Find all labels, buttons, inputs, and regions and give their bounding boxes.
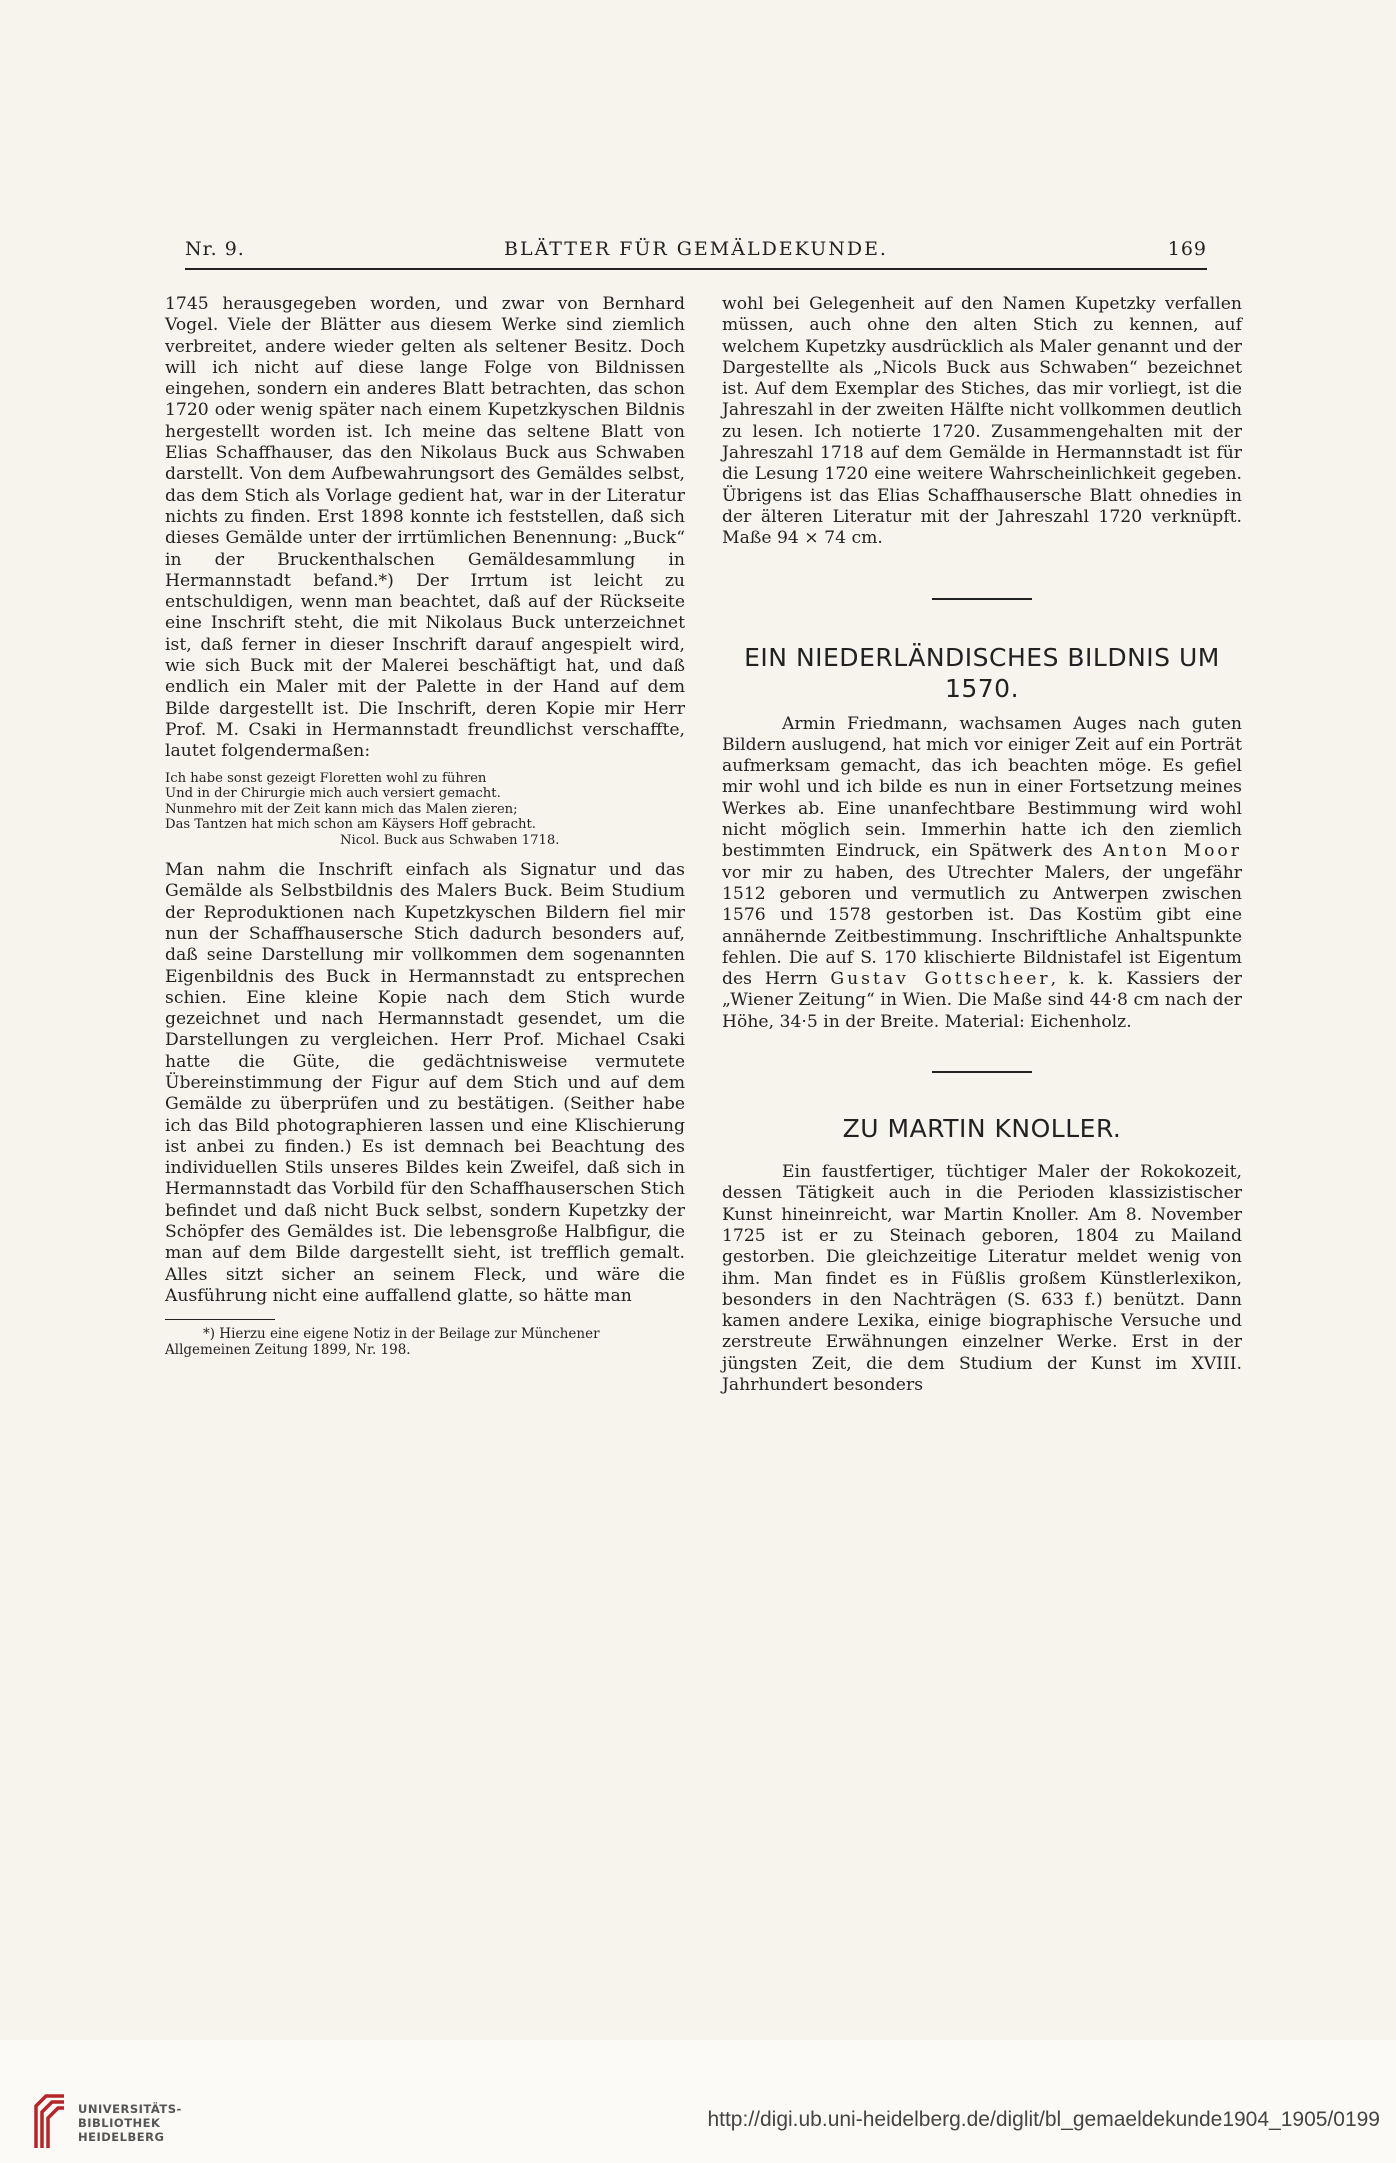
quote-line: Nunmehro mit der Zeit kann mich das Malen zieren; (165, 801, 518, 817)
heading-niederlaendisches-bildnis: EIN NIEDERLÄNDISCHES BILDNIS UM 1570. (744, 642, 1220, 703)
paragraph-text: , k. k. Kassiers der „Wiener Zeitung“ in Wien. Die Maße sind 44·8 cm nach der Höhe, 34·5 in der Breite. Material: Eichenholz. (722, 969, 1243, 1032)
section-divider (932, 598, 1032, 600)
paragraph-text: Armin Friedmann, wachsamen Auges nach guten Bildern auslugend, hat mich vor einiger Zeit auf ein Porträt aufmerksam gemacht, das ich beachten möge. Es gefiel mir wohl und ich bilde es nun in einer Fortsetzung meines Werkes ab. Eine unanfechtbare Bestimmung wird wohl nicht möglich sein. Immerhin hatte ich den ziemlich bestimmten Eindruck, ein Spätwerk des (722, 713, 1242, 862)
journal-title: BLÄTTER FÜR GEMÄLDEKUNDE. (504, 238, 888, 260)
library-name-line: BIBLIOTHEK (78, 2116, 161, 2130)
right-paragraph-2 (722, 714, 1242, 1033)
library-name-line: UNIVERSITÄTS- (78, 2102, 182, 2116)
left-paragraph-1: 1745 herausgegeben worden, und zwar von Bernhard Vogel. Viele der Blätter aus diesem Werke sind ziemlich verbreitet, andere wieder gelten als seltener Besitz. Doch will ich nicht auf diese lange Folge von Bildnissen eingehen, sondern ein anderes Blatt betrachten, das schon 1720 oder wenig später nach einem Kupetzkyschen Bildnis hergestellt worden ist. Ich meine das seltene Blatt von Elias Schaffhauser, das den Nikolaus Buck aus Schwaben darstellt. Von dem Aufbewahrungsort des Gemäldes selbst, das dem Stich als Vorlage gedient hat, war in der Literatur nichts zu finden. Erst 1898 konnte ich feststellen, daß sich dieses Gemälde unter der irrtümlichen Benennung: „Buck“ in der Bruckenthalschen Gemäldesammlung in Hermannstadt befand.*) Der Irrtum ist leicht zu entschuldigen, wenn man beachtet, daß auf der Rückseite eine Inschrift steht, die mit Nikolaus Buck unterzeichnet ist, daß ferner in dieser Inschrift darauf angespielt wird, wie sich Buck mit der Malerei beschäftigt hat, und daß endlich ein Maler mit der Palette in der Hand auf dem Bilde dargestellt ist. Die Inschrift, deren Kopie mir Herr Prof. M. Csaki in Hermannstadt freundlichst verschaffte, lautet folgendermaßen: (165, 294, 685, 762)
left-column (165, 294, 685, 1358)
library-name-line: HEIDELBERG (78, 2130, 165, 2144)
painter-name: Anton Moor (1103, 841, 1243, 862)
library-logo-icon (32, 2092, 68, 2152)
inscription-quote (165, 771, 685, 849)
right-paragraph-3: Ein faustfertiger, tüchtiger Maler der Rokokozeit, dessen Tätigkeit auch in die Perioden klassizistischer Kunst hineinreicht, war Martin Knoller. Am 8. November 1725 ist er zu Steinach geboren, 1804 zu Mailand gestorben. Die gleichzeitige Literatur meldet wenig von ihm. Man findet es in Füßlis großem Künstlerlexikon, besonders in den Nachträgen (S. 633 f.) benützt. Dann kamen andere Lexika, einige biographische Versuche und zerstreute Erwähnungen einzelner Werke. Erst in der jüngsten Zeit, die dem Studium der Kunst im XVIII. Jahrhundert besonders (722, 1162, 1242, 1395)
heading-martin-knoller: ZU MARTIN KNOLLER. (842, 1114, 1122, 1144)
permalink-url[interactable]: http://digi.ub.uni-heidelberg.de/diglit/bl_gemaeldekunde1904_1905/0199 (707, 2108, 1380, 2131)
quote-line: Das Tantzen hat mich schon am Käysers Hoff gebracht. (165, 817, 536, 833)
header-rule (185, 268, 1207, 270)
issue-number: Nr. 9. (185, 238, 245, 260)
quote-line: Und in der Chirurgie mich auch versiert gemacht. (165, 786, 501, 802)
page-number: 169 (1167, 238, 1207, 260)
paragraph-text: vor mir zu haben, des Utrechter Malers, der ungefähr 1512 geboren und vermutlich zu Antwerpen zwischen 1576 und 1578 gestorben ist. Das Kostüm gibt eine annähernde Zeitbestimmung. Inschriftliche Anhaltspunkte fehlen. Die auf S. 170 klischierte Bildnistafel ist Eigentum des Herrn (722, 862, 1242, 990)
page-header (185, 238, 1207, 268)
section-divider (932, 1071, 1032, 1073)
right-column (722, 294, 1242, 1396)
library-name (78, 2102, 182, 2144)
owner-name: Gustav Gottscheer (830, 969, 1051, 990)
left-paragraph-2: Man nahm die Inschrift einfach als Signatur und das Gemälde als Selbstbildnis des Malers Buck. Beim Studium der Reproduktionen nach Kupetzkyschen Bildern fiel mir nun der Schaffhausersche Stich dadurch besonders auf, daß seine Darstellung mir vollkommen dem sogenannten Eigenbildnis des Buck in Hermannstadt zu entsprechen schien. Eine kleine Kopie nach dem Stich wurde gezeichnet und nach Hermannstadt gesendet, um die Darstellungen zu vergleichen. Herr Prof. Michael Csaki hatte die Güte, die gedächtnisweise vermutete Übereinstimmung der Figur auf dem Stich und auf dem Gemälde zu überprüfen und zu bestätigen. (Seither habe ich das Bild photographieren lassen und eine Klischierung ist anbei zu finden.) Es ist demnach bei Beachtung des individuellen Stils unseres Bildes kein Zweifel, daß sich in Hermannstadt das Vorbild für den Schaffhauserschen Stich befindet und daß nicht Buck selbst, sondern Kupetzky der Schöpfer des Gemäldes ist. Die lebensgroße Halbfigur, die man auf dem Bilde dargestellt sieht, ist trefflich gemalt. Alles sitzt sicher an seinem Fleck, und wäre die Ausführung nicht eine auffallend glatte, so hätte man (165, 860, 685, 1306)
footnote: *) Hierzu eine eigene Notiz in der Beilage zur Münchener Allgemeinen Zeitung 1899, Nr. 198. (165, 1326, 600, 1359)
quote-line: Ich habe sonst gezeigt Floretten wohl zu führen (165, 770, 487, 786)
right-paragraph-1: wohl bei Gelegenheit auf den Namen Kupetzky verfallen müssen, auch ohne den alten Stich zu kennen, auf welchem Kupetzky ausdrücklich als Maler genannt und der Dargestellte als „Nicols Buck aus Schwaben“ bezeichnet ist. Auf dem Exemplar des Stiches, das mir vorliegt, ist die Jahreszahl in der zweiten Hälfte nicht vollkommen deutlich zu lesen. Ich notierte 1720. Zusammengehalten mit der Jahreszahl 1718 auf dem Gemälde in Hermannstadt ist für die Lesung 1720 eine weitere Wahrscheinlichkeit gegeben. Übrigens ist das Elias Schaffhausersche Blatt ohnedies in der älteren Literatur mit der Jahreszahl 1720 verknüpft. Maße 94 × 74 cm. (722, 294, 1242, 549)
quote-signature: Nicol. Buck aus Schwaben 1718. (340, 832, 560, 848)
footnote-rule (165, 1319, 275, 1320)
